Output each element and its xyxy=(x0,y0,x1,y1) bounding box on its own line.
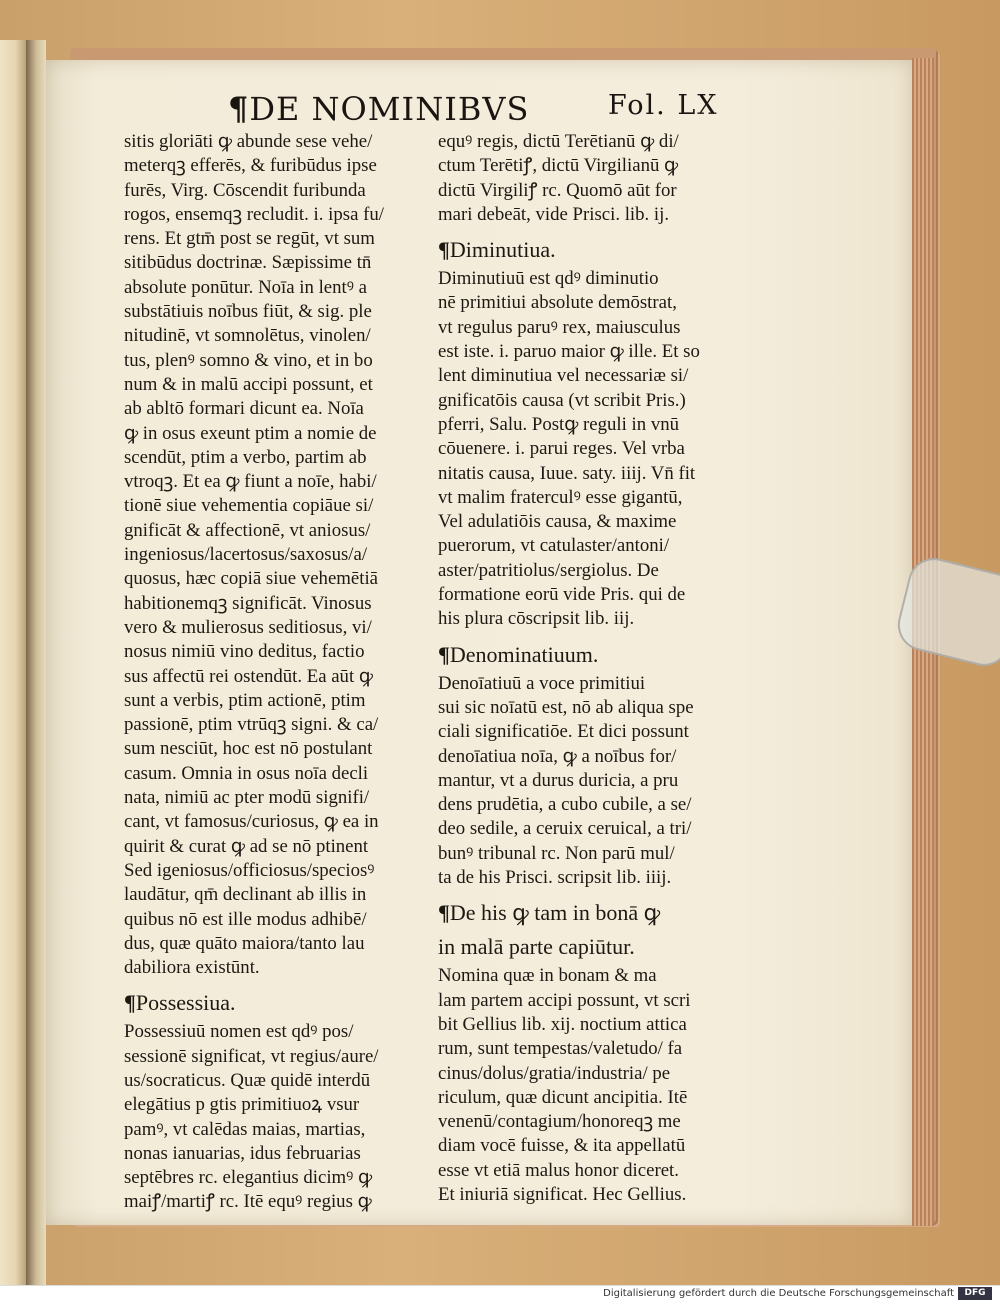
section-heading-denominatiuum-text: Denominatiuum. xyxy=(449,641,599,667)
running-head xyxy=(228,90,529,128)
text-line: puerorum, vt catulaster/antoni/ xyxy=(438,535,670,557)
text-line: diam vocē fuisse, & ita appellatū xyxy=(438,1135,686,1157)
text-line: rum, sunt tempestas/valetudo/ fa xyxy=(438,1038,683,1060)
section-heading-diminutiua-text: Diminutiua. xyxy=(449,237,556,263)
text-line: bunꝰ tribunal rc. Non parū mul/ xyxy=(438,842,675,864)
text-line: his plura cōscripsit lib. iij. xyxy=(438,608,635,630)
text-line: vero & mulierosus seditiosus, vi/ xyxy=(124,616,372,638)
text-line: sui sic noīatū est, nō ab aliqua spe xyxy=(438,696,694,718)
text-line: pamꝰ, vt calēdas maias, martias, xyxy=(124,1118,366,1140)
text-line: ingeniosus/lacertosus/saxosus/a/ xyxy=(124,544,368,566)
text-line: maiꝭ/martiꝭ rc. Itē equꝰ regius ꝙ xyxy=(124,1191,372,1213)
text-line: dens prudētia, a cubo cubile, a se/ xyxy=(438,794,692,816)
text-line: ciali significatiōe. Et dici possunt xyxy=(438,721,689,743)
text-line: formatione eorū vide Pris. qui de xyxy=(438,584,686,606)
text-line: rens. Et gtm̄ post se regūt, vt sum xyxy=(124,228,375,250)
section-heading-dehis-text: De his ꝙ tam in bonā ꝙ xyxy=(449,900,661,926)
text-line: rogos, ensemqꝫ recludit. i. ipsa fu/ xyxy=(124,203,384,225)
text-line: denoīatiua noīa, ꝙ a noībus for/ xyxy=(438,745,677,767)
text-line: bit Gellius lib. xij. noctium attica xyxy=(438,1013,687,1035)
text-line: sus affectū rei ostendūt. Ea aūt ꝙ xyxy=(124,665,373,687)
pilcrow-icon: ¶ xyxy=(438,900,450,926)
text-line: sessionē significat, vt regius/aure/ xyxy=(124,1045,379,1067)
text-line: venenū/contagium/honoreqꝫ me xyxy=(438,1111,681,1133)
section-heading-dehis xyxy=(438,896,758,930)
text-line: nonas ianuarias, idus februarias xyxy=(124,1142,361,1164)
left-page-edge xyxy=(0,40,28,1285)
text-line: ab abltō formari dicunt ea. Noīa xyxy=(124,398,364,420)
text-line: esse vt etiā malus honor diceret. xyxy=(438,1159,679,1181)
text-line: num & in malū accipi possunt, et xyxy=(124,373,373,395)
text-line: mari debeāt, vide Prisci. lib. ij. xyxy=(438,203,670,225)
text-line: nitatis causa, Iuue. saty. iiij. Vn̄ fit xyxy=(438,462,696,484)
text-line: us/socraticus. Quæ quidē interdū xyxy=(124,1069,371,1091)
text-line: absolute ponūtur. Noīa in lentꝰ a xyxy=(124,276,367,298)
text-line: passionē, ptim vtrūqꝫ signi. & ca/ xyxy=(124,714,379,736)
text-line: quosus, hæc copiā siue vehemētiā xyxy=(124,568,379,590)
text-line: Sed igeniosus/officiosus/speciosꝰ xyxy=(124,859,375,881)
text-line: vt regulus paruꝰ rex, maiusculus xyxy=(438,316,681,338)
text-line: mantur, vt a durus duricia, a pru xyxy=(438,769,679,791)
text-line: est iste. i. paruo maior ꝙ ille. Et so xyxy=(438,341,700,363)
dfg-logo: DFG xyxy=(958,1287,992,1300)
text-line: nata, nimiū ac pter modū signifi/ xyxy=(124,787,370,809)
section-heading-possessiua xyxy=(124,986,434,1020)
text-line: cant, vt famosus/curiosus, ꝙ ea in xyxy=(124,811,379,833)
text-line: Vel adulatiōis causa, & maxime xyxy=(438,511,677,533)
text-line: Et iniuriā significat. Hec Gellius. xyxy=(438,1183,687,1205)
text-line: Possessiuū nomen est qdꝰ pos/ xyxy=(124,1021,354,1043)
text-line: deo sedile, a ceruix ceruical, a tri/ xyxy=(438,818,692,840)
text-line: substātiuis noībus fiūt, & sig. ple xyxy=(124,301,372,323)
text-line: furēs, Virg. Cōscendit furibunda xyxy=(124,179,366,201)
text-line: septēbres rc. elegantius dicimꝰ ꝙ xyxy=(124,1167,373,1189)
text-line: habitionemqꝫ significāt. Vinosus xyxy=(124,592,372,614)
text-line: nosus nimiū vino deditus, factio xyxy=(124,641,365,663)
text-line: vtroqꝫ. Et ea ꝙ fiunt a noīe, habi/ xyxy=(124,471,377,493)
text-line: Nomina quæ in bonam & ma xyxy=(438,965,657,987)
text-line: lam partem accipi possunt, vt scri xyxy=(438,989,691,1011)
text-line: dus, quæ quāto maiora/tanto lau xyxy=(124,932,365,954)
text-line: riculum, quæ dicunt ancipitia. Itē xyxy=(438,1086,688,1108)
running-head-title: DE NOMINIBVS xyxy=(249,90,530,128)
text-line: quibus nō est ille modus adhibē/ xyxy=(124,908,367,930)
text-line: quirit & curat ꝙ ad se nō ptinent xyxy=(124,835,369,857)
pilcrow-icon: ¶ xyxy=(438,237,450,263)
section-heading-possessiua-text: Possessiua. xyxy=(135,990,236,1016)
text-line: vt malim fraterculꝰ esse gigantū, xyxy=(438,486,683,508)
pilcrow-icon: ¶ xyxy=(438,641,450,667)
text-line: sunt a verbis, ptim actionē, ptim xyxy=(124,689,366,711)
text-line: Denoīatiuū a voce primitiui xyxy=(438,672,646,694)
text-line: dabiliora existūnt. xyxy=(124,957,260,979)
text-line: meterqꝫ efferēs, & furibūdus ipse xyxy=(124,155,377,177)
text-line: sitis gloriāti ꝙ abunde sese vehe/ xyxy=(124,131,373,152)
section-heading-denominatiuum xyxy=(438,638,758,672)
text-line: gnificatōis causa (vt scribit Pris.) xyxy=(438,389,686,411)
text-line: ꝙ in osus exeunt ptim a nomie de xyxy=(124,422,377,444)
left-column xyxy=(124,130,434,1215)
text-line: gnificāt & affectionē, vt aniosus/ xyxy=(124,519,371,541)
text-line: laudātur, qm̄ declinant ab illis in xyxy=(124,884,367,906)
text-line: elegātius p gtis primitiuoꝝ vsur xyxy=(124,1094,360,1116)
text-line: Diminutiuū est qdꝰ diminutio xyxy=(438,268,659,290)
pilcrow-icon: ¶ xyxy=(124,990,136,1016)
text-line: nitudinē, vt somnolētus, vinolen/ xyxy=(124,325,371,347)
text-line: equꝰ regis, dictū Terētianū ꝙ di/ xyxy=(438,131,679,152)
section-heading-diminutiua xyxy=(438,233,758,267)
text-line: lent diminutiua vel necessariæ si/ xyxy=(438,365,689,387)
text-line: scendūt, ptim a verbo, partim ab xyxy=(124,446,367,468)
text-line: aster/patritiolus/sergiolus. De xyxy=(438,559,659,581)
section-heading-dehis-line2: in malā parte capiūtur. xyxy=(438,934,635,960)
pilcrow-icon: ¶ xyxy=(228,90,250,128)
folio-number: Fol. LX xyxy=(608,90,719,121)
right-column xyxy=(438,130,758,1207)
text-line: cinus/dolus/gratia/industria/ pe xyxy=(438,1062,671,1084)
text-line: casum. Omnia in osus noīa decli xyxy=(124,762,369,784)
text-line: pferri, Salu. Postꝙ reguli in vnū xyxy=(438,413,680,435)
text-line: nē primitiui absolute demōstrat, xyxy=(438,292,677,314)
book-gutter xyxy=(26,40,46,1285)
text-line: cōuenere. i. parui reges. Vel vrba xyxy=(438,438,685,460)
text-line: tus, plenꝰ somno & vino, et in bo xyxy=(124,349,373,371)
text-line: ctum Terētiꝭ, dictū Virgilianū ꝙ xyxy=(438,155,679,177)
text-line: tionē siue vehementia copiāue si/ xyxy=(124,495,374,517)
text-line: ta de his Prisci. scripsit lib. iiij. xyxy=(438,867,672,889)
text-line: dictū Virgiliꝭ rc. Quomō aūt for xyxy=(438,179,677,201)
text-line: sitibūdus doctrinæ. Sæpissime tn̄ xyxy=(124,252,372,274)
attribution-text: Digitalisierung gefördert durch die Deutsche Forschungsgemeinschaft xyxy=(603,1288,954,1299)
text-line: sum nesciūt, hoc est nō postulant xyxy=(124,738,373,760)
